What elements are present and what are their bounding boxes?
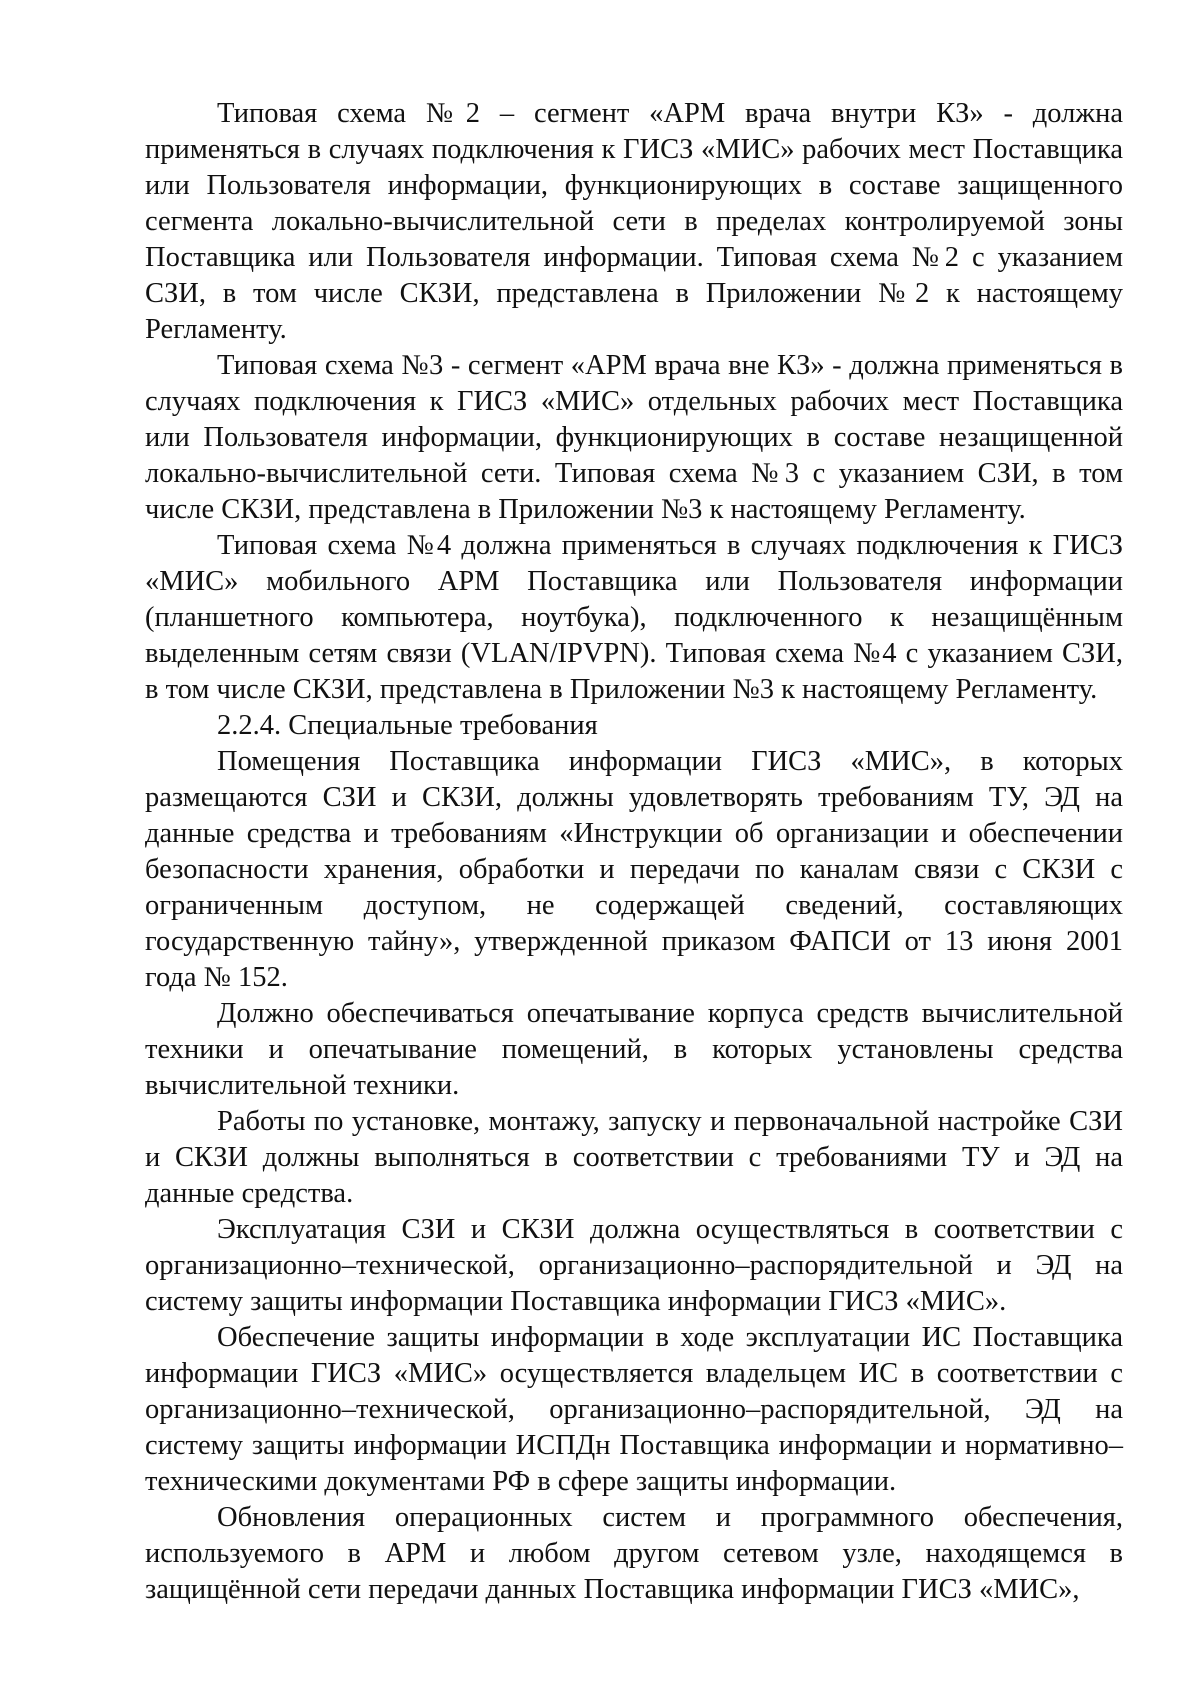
- document-page: [145, 96, 1123, 1608]
- paragraph-protection: Обеспечение защиты информации в ходе эксплуатации ИС Поставщика информации ГИСЗ «МИС» осуществляется владельцем ИС в соответствии с организационно–технической, организационно–распорядительной, ЭД на систему защиты информации ИСПДн Поставщика информации и нормативно–техническими документами РФ в сфере защиты информации.: [145, 1322, 1123, 1497]
- paragraph-operation: Эксплуатация СЗИ и СКЗИ должна осуществляться в соответствии с организационно–технической, организационно–распорядительной и ЭД на систему защиты информации Поставщика информации ГИСЗ «МИС».: [145, 1214, 1123, 1317]
- paragraph-sealing: Должно обеспечиваться опечатывание корпуса средств вычислительной техники и опечатывание помещений, в которых установлены средства вычислительной техники.: [145, 998, 1123, 1101]
- paragraph-scheme-2: Типовая схема №2 – сегмент «АРМ врача внутри КЗ» - должна применяться в случаях подключения к ГИСЗ «МИС» рабочих мест Поставщика или Пользователя информации, функционирующих в составе защищенного сегмента локально-вычислительной сети в пределах контролируемой зоны Поставщика или Пользователя информации. Типовая схема №2 с указанием СЗИ, в том числе СКЗИ, представлена в Приложении №2 к настоящему Регламенту.: [145, 98, 1123, 345]
- paragraph-installation: Работы по установке, монтажу, запуску и первоначальной настройке СЗИ и СКЗИ должны выполняться в соответствии с требованиями ТУ и ЭД на данные средства.: [145, 1106, 1123, 1209]
- paragraph-scheme-3: Типовая схема №3 - сегмент «АРМ врача вне КЗ» - должна применяться в случаях подключения к ГИСЗ «МИС» отдельных рабочих мест Поставщика или Пользователя информации, функционирующих в составе незащищенной локально-вычислительной сети. Типовая схема №3 с указанием СЗИ, в том числе СКЗИ, представлена в Приложении №3 к настоящему Регламенту.: [145, 350, 1123, 525]
- paragraph-scheme-4: Типовая схема №4 должна применяться в случаях подключения к ГИСЗ «МИС» мобильного АРМ Поставщика или Пользователя информации (планшетного компьютера, ноутбука), подключенного к незащищённым выделенным сетям связи (VLAN/IPVPN). Типовая схема №4 с указанием СЗИ, в том числе СКЗИ, представлена в Приложении №3 к настоящему Регламенту.: [145, 530, 1123, 705]
- paragraph-updates: Обновления операционных систем и программного обеспечения, используемого в АРМ и любом другом сетевом узле, находящемся в защищённой сети передачи данных Поставщика информации ГИСЗ «МИС»,: [145, 1502, 1123, 1605]
- section-heading: 2.2.4. Специальные требования: [217, 710, 598, 741]
- paragraph-premises: Помещения Поставщика информации ГИСЗ «МИС», в которых размещаются СЗИ и СКЗИ, должны удовлетворять требованиям ТУ, ЭД на данные средства и требованиям «Инструкции об организации и обеспечении безопасности хранения, обработки и передачи по каналам связи с СКЗИ с ограниченным доступом, не содержащей сведений, составляющих государственную тайну», утвержденной приказом ФАПСИ от 13 июня 2001 года № 152.: [145, 746, 1123, 993]
